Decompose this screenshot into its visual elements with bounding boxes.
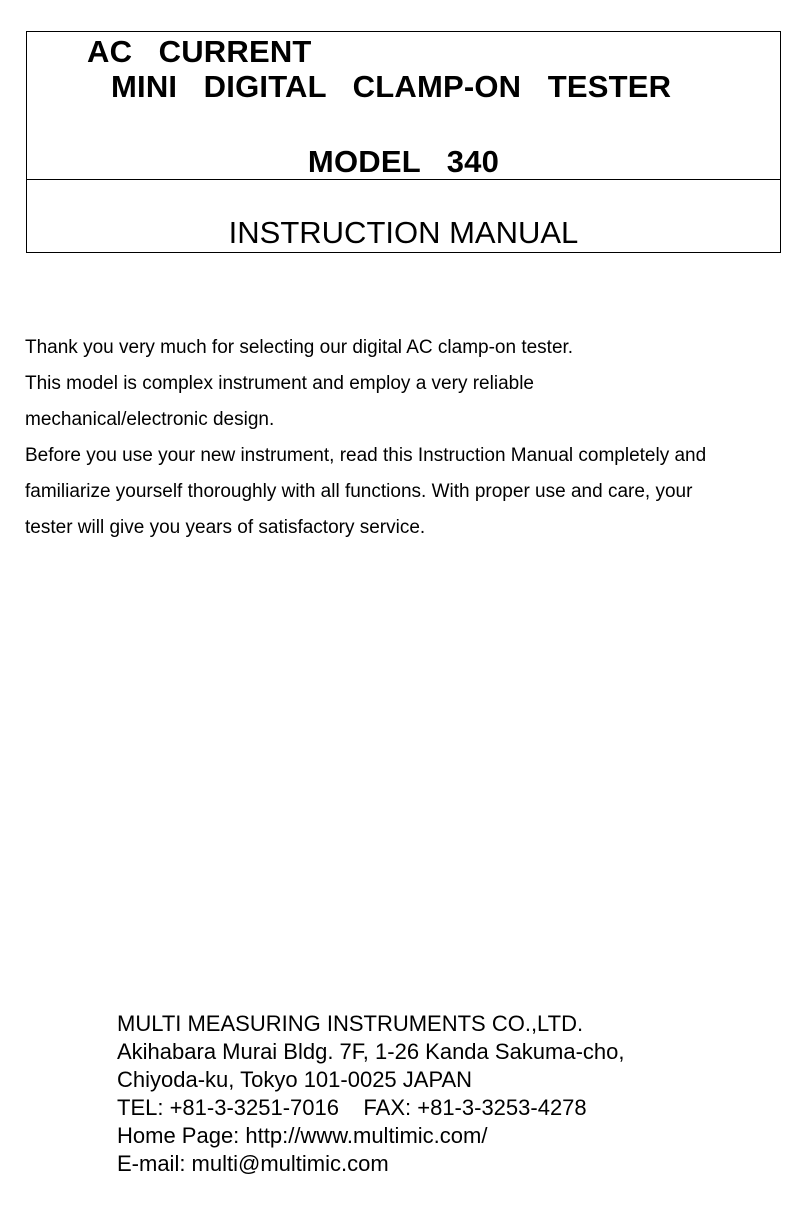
intro-line: tester will give you years of satisfactory service.	[25, 517, 426, 538]
company-address-line1: Akihabara Murai Bldg. 7F, 1-26 Kanda Sakuma-cho,	[117, 1039, 625, 1064]
company-address-line2: Chiyoda-ku, Tokyo 101-0025 JAPAN	[117, 1067, 473, 1092]
intro-line: mechanical/electronic design.	[25, 409, 275, 430]
intro-line: Thank you very much for selecting our digital AC clamp-on tester.	[25, 337, 574, 358]
intro-line: Before you use your new instrument, read this Instruction Manual completely and	[25, 445, 707, 466]
document-subtitle: INSTRUCTION MANUAL	[228, 215, 579, 250]
company-phone-fax: TEL: +81-3-3251-7016 FAX: +81-3-3253-4278	[117, 1095, 587, 1120]
title-divider	[27, 179, 780, 180]
product-type: AC CURRENT	[87, 34, 312, 69]
company-email: E-mail: multi@multimic.com	[117, 1151, 389, 1176]
company-info	[117, 1010, 625, 1178]
company-homepage: Home Page: http://www.multimic.com/	[117, 1123, 488, 1148]
intro-line: This model is complex instrument and employ a very reliable	[25, 373, 534, 394]
product-name: MINI DIGITAL CLAMP-ON TESTER	[111, 69, 672, 104]
company-name: MULTI MEASURING INSTRUMENTS CO.,LTD.	[117, 1011, 584, 1036]
title-box	[26, 31, 781, 253]
model-number: MODEL 340	[307, 144, 500, 179]
intro-paragraph	[25, 330, 795, 546]
intro-line: familiarize yourself thoroughly with all functions. With proper use and care, your	[25, 481, 693, 502]
